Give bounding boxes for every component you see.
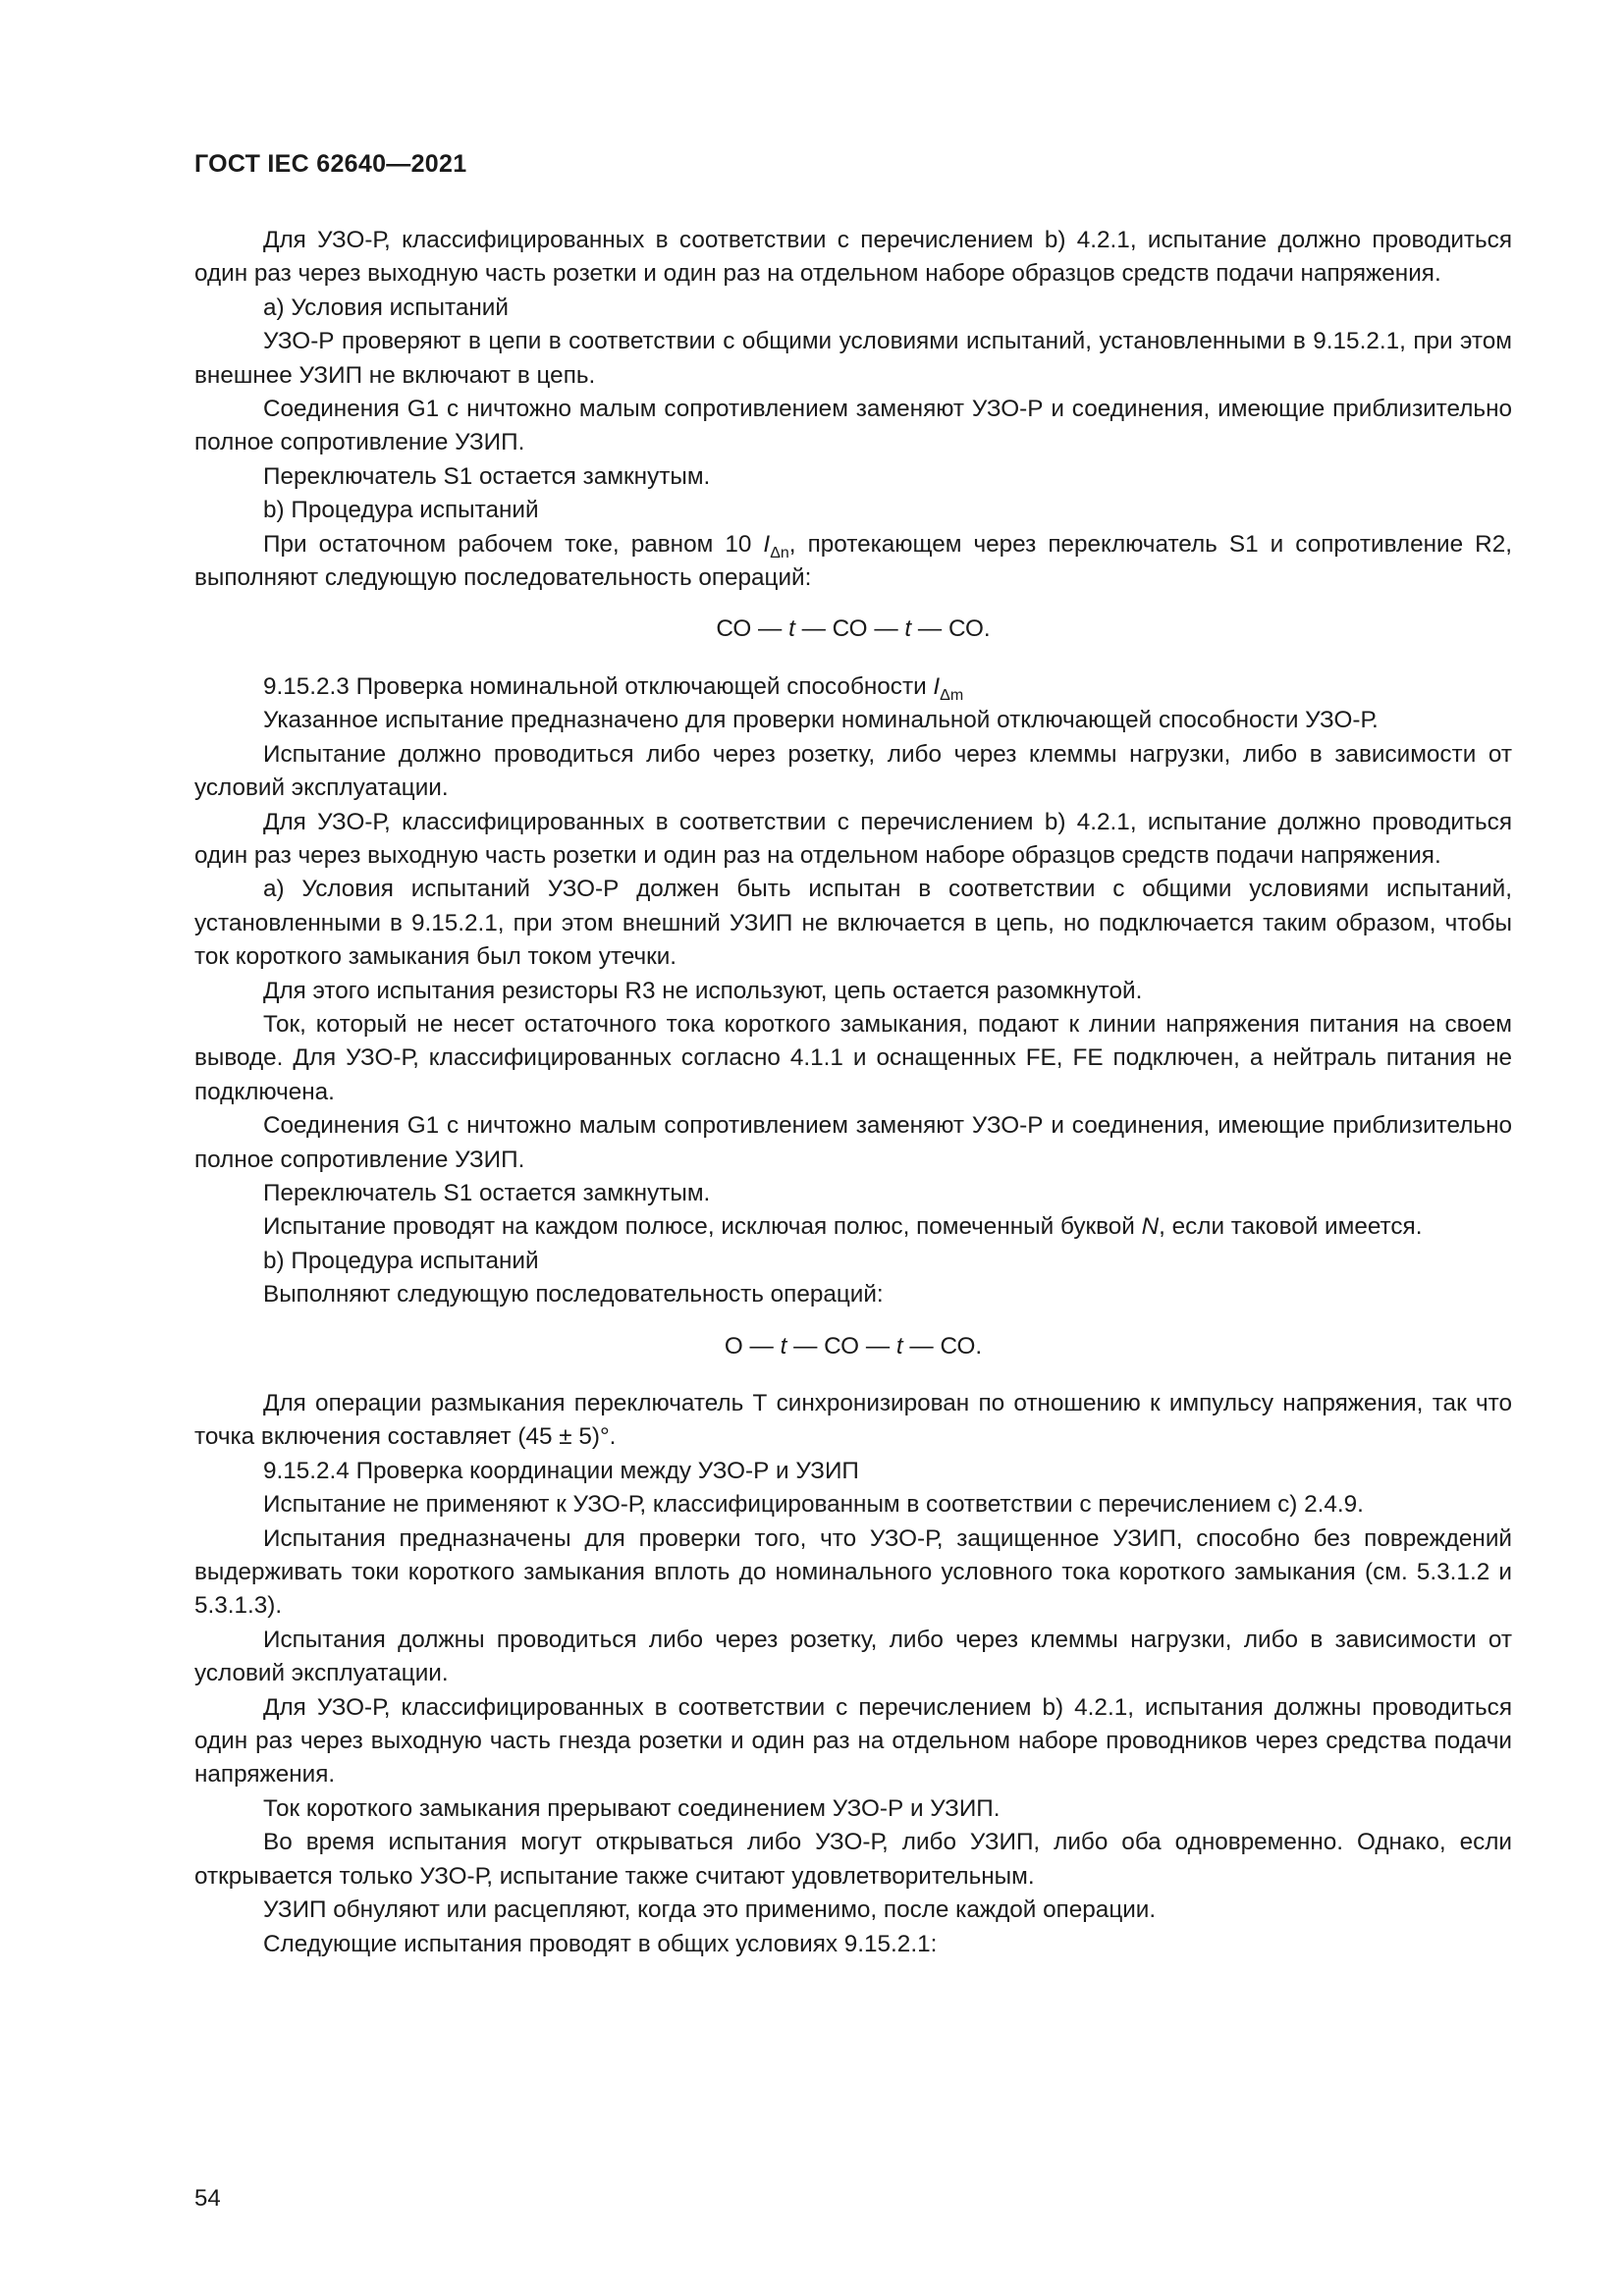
- formula-part: СО —: [716, 615, 789, 643]
- paragraph: УЗО-Р проверяют в цепи в соответствии с общими условиями испытаний, установленными в 9.15.2.1, при этом внешнее УЗИП не включают в цепь.: [194, 328, 1512, 389]
- paragraph: Переключатель S1 остается замкнутым.: [263, 1179, 711, 1206]
- paragraph: Указанное испытание предназначено для проверки номинальной отключающей способности УЗО-Р.: [263, 707, 1379, 734]
- formula: [194, 613, 1512, 646]
- subscript: Δm: [940, 686, 964, 704]
- formula-variable: t: [895, 1332, 903, 1360]
- formula-part: — СО.: [902, 1332, 983, 1360]
- paragraph: Испытание должно проводиться либо через розетку, либо через клеммы нагрузки, либо в зависимости от условий эксплуатации.: [194, 740, 1512, 802]
- paragraph: Выполняют следующую последовательность операций:: [263, 1281, 884, 1308]
- document-body: [194, 224, 1512, 1961]
- paragraph: УЗИП обнуляют или расцепляют, когда это применимо, после каждой операции.: [263, 1896, 1157, 1924]
- section-heading: [194, 670, 1512, 704]
- paragraph: Для УЗО-Р, классифицированных в соответствии с перечислением b) 4.2.1, испытание должно проводиться один раз через выходную часть розетки и один раз на отдельном наборе образцов средств подачи напряжения.: [194, 808, 1512, 869]
- paragraph: Ток, который не несет остаточного тока короткого замыкания, подают к линии напряжения питания на своем выводе. Для УЗО-Р, классифицированных согласно 4.1.1 и оснащенных FE, FE подключен, а нейтраль питания не подключена.: [194, 1010, 1512, 1105]
- paragraph: Соединения G1 с ничтожно малым сопротивлением заменяют УЗО-Р и соединения, имеющие приблизительно полное сопротивление УЗИП.: [194, 396, 1512, 456]
- text-run: 9.15.2.3 Проверка номинальной отключающей способности: [263, 672, 934, 700]
- formula-variable: t: [780, 1332, 787, 1360]
- formula: [194, 1330, 1512, 1363]
- document-header: ГОСТ IEC 62640—2021: [194, 150, 467, 178]
- formula-part: — СО —: [794, 615, 905, 643]
- paragraph: Испытания предназначены для проверки того, что УЗО-Р, защищенное УЗИП, способно без повреждений выдерживать токи короткого замыкания вплоть до номинального условного тока короткого замыкания (см. 5.3.1.2 и 5.3.1.3).: [194, 1524, 1512, 1620]
- text-run: При остаточном рабочем токе, равном 10: [263, 530, 764, 558]
- subheading: b) Процедура испытаний: [263, 497, 539, 524]
- page-number: 54: [194, 2185, 221, 2212]
- variable: I: [763, 530, 771, 558]
- formula-variable: t: [788, 615, 795, 643]
- formula-part: — СО —: [786, 1332, 896, 1360]
- variable: N: [1141, 1213, 1160, 1241]
- paragraph: Переключатель S1 остается замкнутым.: [263, 462, 711, 490]
- paragraph: [194, 528, 1512, 596]
- text-run: , протекающем через переключатель S1 и сопротивление R2, выполняют следующую последовательность операций:: [194, 530, 1512, 592]
- text-run: , если таковой имеется.: [1159, 1213, 1423, 1241]
- variable: I: [933, 672, 941, 700]
- subheading: b) Процедура испытаний: [263, 1247, 539, 1274]
- paragraph: [194, 1210, 1512, 1244]
- section-heading: 9.15.2.4 Проверка координации между УЗО-Р и УЗИП: [263, 1457, 859, 1484]
- formula-variable: t: [904, 615, 912, 643]
- paragraph: Для УЗО-Р, классифицированных в соответствии с перечислением b) 4.2.1, испытание должно проводиться один раз через выходную часть розетки и один раз на отдельном наборе образцов средств подачи напряжения.: [194, 227, 1512, 288]
- formula-part: О —: [724, 1332, 781, 1360]
- subscript: Δn: [770, 544, 789, 561]
- paragraph: Следующие испытания проводят в общих условиях 9.15.2.1:: [263, 1930, 938, 1957]
- text-run: Испытание проводят на каждом полюсе, исключая полюс, помеченный буквой: [263, 1213, 1142, 1241]
- paragraph: Испытания должны проводиться либо через розетку, либо через клеммы нагрузки, либо в зависимости от условий эксплуатации.: [194, 1626, 1512, 1687]
- paragraph: Испытание не применяют к УЗО-Р, классифицированным в соответствии с перечислением c) 2.4.9.: [263, 1491, 1364, 1519]
- paragraph: a) Условия испытаний УЗО-Р должен быть испытан в соответствии с общими условиями испытаний, установленными в 9.15.2.1, при этом внешний УЗИП не включается в цепь, но подключается таким образом, чтобы ток короткого замыкания был током утечки.: [194, 876, 1512, 971]
- subheading: a) Условия испытаний: [263, 294, 509, 321]
- paragraph: Для операции размыкания переключатель Т синхронизирован по отношению к импульсу напряжения, так что точка включения составляет (45 ± 5)°.: [194, 1390, 1512, 1451]
- paragraph: Ток короткого замыкания прерывают соединением УЗО-Р и УЗИП.: [263, 1794, 1001, 1822]
- paragraph: Для УЗО-Р, классифицированных в соответствии с перечислением b) 4.2.1, испытания должны проводиться один раз через выходную часть гнезда розетки и один раз на отдельном наборе проводников через средства подачи напряжения.: [194, 1693, 1512, 1789]
- paragraph: Соединения G1 с ничтожно малым сопротивлением заменяют УЗО-Р и соединения, имеющие приблизительно полное сопротивление УЗИП.: [194, 1112, 1512, 1173]
- formula-part: — СО.: [911, 615, 991, 643]
- paragraph: Для этого испытания резисторы R3 не используют, цепь остается разомкнутой.: [263, 977, 1143, 1004]
- paragraph: Во время испытания могут открываться либо УЗО-Р, либо УЗИП, либо оба одновременно. Однако, если открывается только УЗО-Р, испытание также считают удовлетворительным.: [194, 1829, 1512, 1890]
